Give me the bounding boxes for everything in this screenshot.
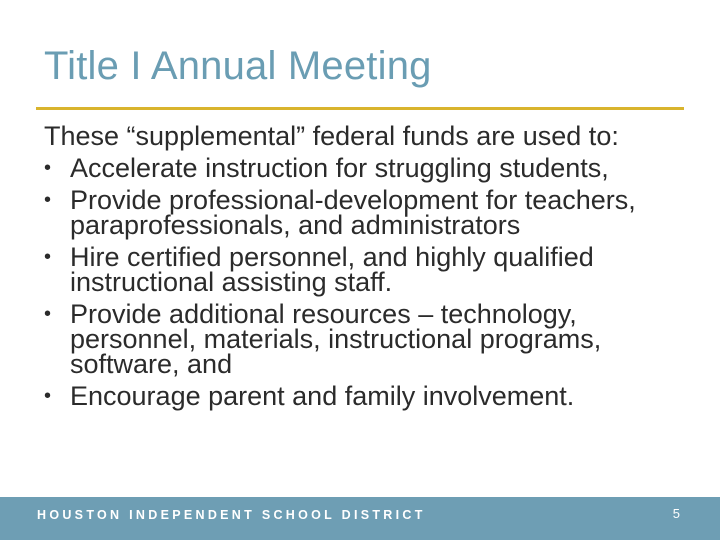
bullet-item	[44, 185, 684, 240]
district-name: HOUSTON INDEPENDENT SCHOOL DISTRICT	[37, 508, 426, 522]
bullet-text: Provide additional resources – technology, personnel, materials, instructional programs, software, and	[70, 299, 602, 379]
bullet-text: Accelerate instruction for struggling students,	[70, 153, 609, 183]
bullet-item	[44, 153, 684, 183]
bullet-item	[44, 299, 684, 379]
bullet-text: Provide professional-development for teachers, paraprofessionals, and administrators	[70, 185, 636, 240]
page-number: 5	[672, 506, 680, 521]
bullet-text: Encourage parent and family involvement.	[70, 381, 575, 411]
footer-bar	[0, 497, 720, 540]
bullet-icon: •	[44, 246, 52, 268]
bullet-text: Hire certified personnel, and highly qualified instructional assisting staff.	[70, 242, 594, 297]
intro-text: These “supplemental” federal funds are used to:	[44, 121, 619, 151]
title-divider	[36, 107, 684, 110]
slide-body	[44, 121, 684, 416]
bullet-list	[44, 153, 684, 411]
bullet-item	[44, 242, 684, 297]
slide-title: Title I Annual Meeting	[44, 44, 432, 88]
bullet-icon: •	[44, 189, 52, 211]
bullet-icon: •	[44, 385, 52, 407]
bullet-icon: •	[44, 157, 52, 179]
bullet-item	[44, 381, 684, 411]
bullet-icon: •	[44, 303, 52, 325]
